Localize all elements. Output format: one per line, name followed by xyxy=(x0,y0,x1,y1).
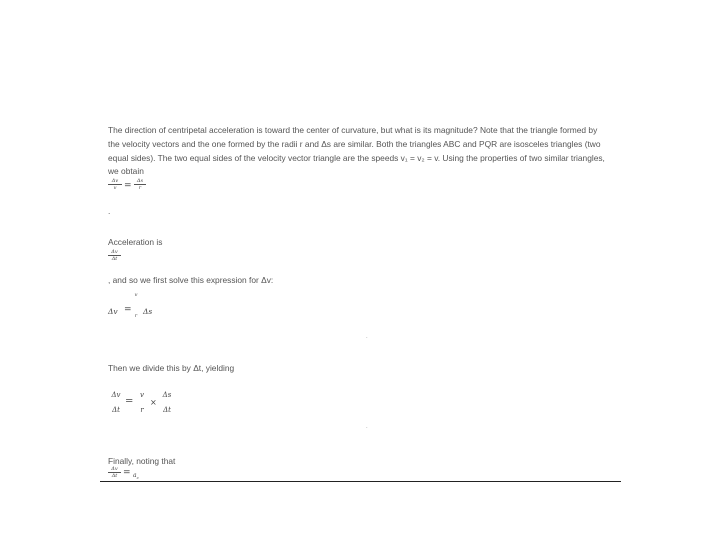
finally-fraction xyxy=(108,466,121,479)
eq3-lhs-fraction xyxy=(108,391,124,415)
finally-rhs xyxy=(133,472,139,480)
eq2-bar xyxy=(132,298,140,299)
eq3-mid-fraction xyxy=(137,391,147,415)
finally-num: Δv xyxy=(111,466,118,472)
eq3-mid-den: r xyxy=(140,406,144,414)
finally-rhs-sub: c xyxy=(136,475,139,481)
bottom-rule xyxy=(100,481,621,482)
eq3-lhs-num: Δv xyxy=(111,391,121,399)
eq2-lhs: Δv xyxy=(108,307,118,316)
eq1-rhs-fraction xyxy=(134,178,146,191)
eq1-lhs-fraction xyxy=(108,178,122,191)
accel-num: Δv xyxy=(111,249,118,255)
eq1-lhs-den: v xyxy=(113,185,117,191)
eq2-period: . xyxy=(366,334,368,340)
intro-line-2: the velocity vectors and the one formed by the radii r and Δs are similar. Both the triangles ABC and PQR are isosceles triangles (two xyxy=(108,139,601,149)
eq3-times: × xyxy=(150,398,157,407)
accel-fraction xyxy=(108,249,121,262)
intro-line-4: we obtain xyxy=(108,166,144,176)
eq3-equals: = xyxy=(125,396,134,407)
accel-den: Δt xyxy=(111,256,118,262)
finally-den: Δt xyxy=(111,473,118,479)
eq3-rhs-num: Δs xyxy=(162,391,172,399)
eq3-mid-bar xyxy=(137,400,147,401)
eq3-rhs-den: Δt xyxy=(163,406,171,414)
eq3-lhs-bar xyxy=(108,400,124,401)
eq3-period: . xyxy=(366,424,368,430)
finally-equals: = xyxy=(123,468,131,478)
eq1-period: . xyxy=(108,206,111,216)
eq3-rhs-bar xyxy=(159,400,175,401)
eq1-equals: = xyxy=(124,181,132,191)
eq1-lhs-num: Δv xyxy=(111,178,119,184)
eq1-rhs-num: Δs xyxy=(136,178,144,184)
acceleration-text: Acceleration is xyxy=(108,237,163,247)
eq2-den: r xyxy=(134,313,138,319)
eq2-equals: = xyxy=(124,305,132,315)
eq3-lhs-den: Δt xyxy=(112,406,120,414)
intro-line-3: equal sides). The two equal sides of the velocity vector triangle are the speeds v₁ = v₂ = v. Using the properties of two similar triangles, xyxy=(108,153,605,163)
finally-text: Finally, noting that xyxy=(108,456,176,466)
eq3-rhs-fraction xyxy=(159,391,175,415)
divide-text: Then we divide this by Δt, yielding xyxy=(108,363,235,373)
eq1-rhs-den: r xyxy=(138,185,142,191)
solve-text: , and so we first solve this expression for Δv: xyxy=(108,275,274,285)
intro-line-1: The direction of centripetal acceleration is toward the center of curvature, but what is its magnitude? Note that the triangle formed by xyxy=(108,125,598,135)
eq2-num: v xyxy=(134,292,138,298)
eq2-rhs: Δs xyxy=(143,307,153,316)
eq2-fraction xyxy=(132,292,140,319)
finally-rhs-a: a xyxy=(133,472,137,479)
eq3-mid-num: v xyxy=(140,391,144,399)
